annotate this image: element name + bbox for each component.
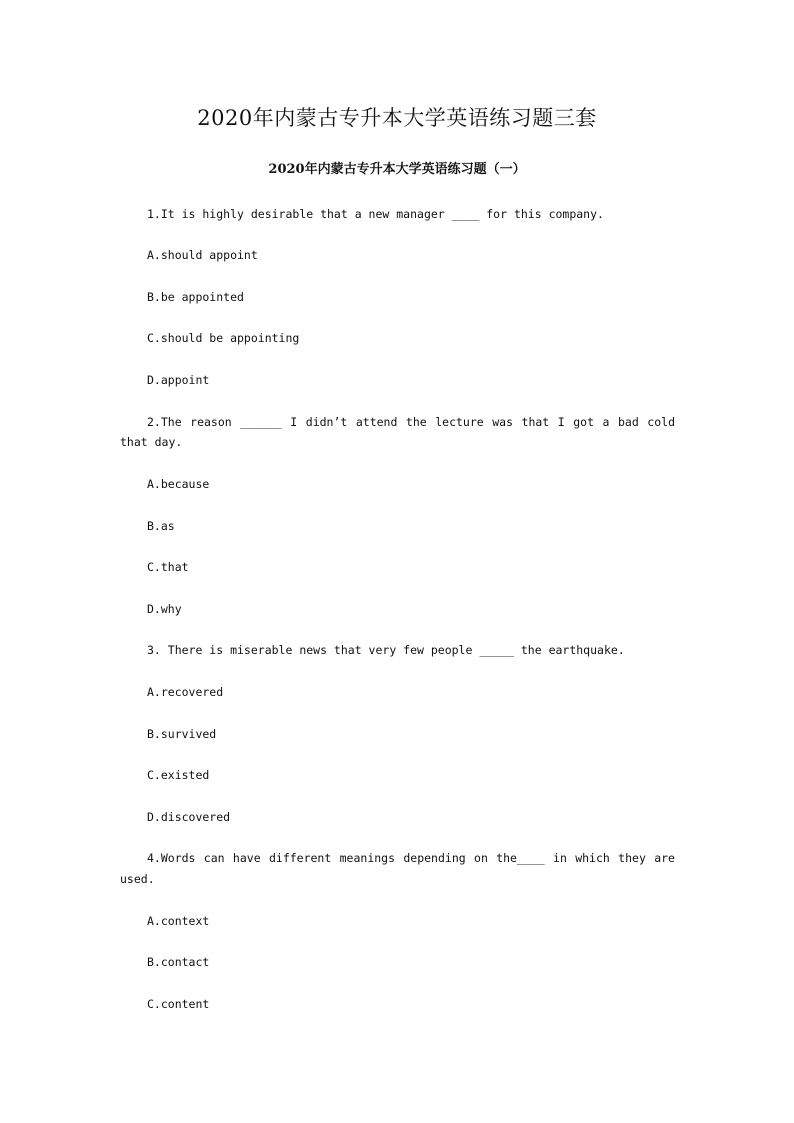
- question-4-stem-line1: 4.Words can have different meanings depending on the____ in which they are: [147, 851, 675, 865]
- question-4-option-a: A.context: [147, 914, 210, 928]
- question-1-option-a: A.should appoint: [147, 248, 258, 262]
- question-2-stem-line1: 2.The reason ______ I didn’t attend the lecture was that I got a bad cold: [147, 415, 675, 429]
- question-1-option-c: C.should be appointing: [147, 331, 300, 345]
- section-title: 2020年内蒙古专升本大学英语练习题（一）: [268, 162, 526, 177]
- question-2-stem-line2: that day.: [120, 435, 183, 449]
- question-2-option-b: B.as: [147, 519, 175, 533]
- question-1-stem: 1.It is highly desirable that a new manager ____ for this company.: [147, 207, 604, 221]
- question-4-stem-line2: used.: [120, 872, 155, 886]
- question-3-option-a: A.recovered: [147, 685, 224, 699]
- question-1-option-d: D.appoint: [147, 373, 210, 387]
- document-title: 2020年内蒙古专升本大学英语练习题三套: [197, 106, 597, 130]
- question-1-option-b: B.be appointed: [147, 290, 244, 304]
- question-2-option-c: C.that: [147, 560, 189, 574]
- question-3-stem: 3. There is miserable news that very few people _____ the earthquake.: [147, 643, 625, 657]
- question-3-option-d: D.discovered: [147, 810, 231, 824]
- question-4-option-b: B.contact: [147, 955, 210, 969]
- question-3-option-b: B.survived: [147, 727, 217, 741]
- question-4-option-c: C.content: [147, 997, 210, 1011]
- question-3-option-c: C.existed: [147, 768, 210, 782]
- question-2-option-a: A.because: [147, 477, 210, 491]
- question-2-option-d: D.why: [147, 602, 182, 616]
